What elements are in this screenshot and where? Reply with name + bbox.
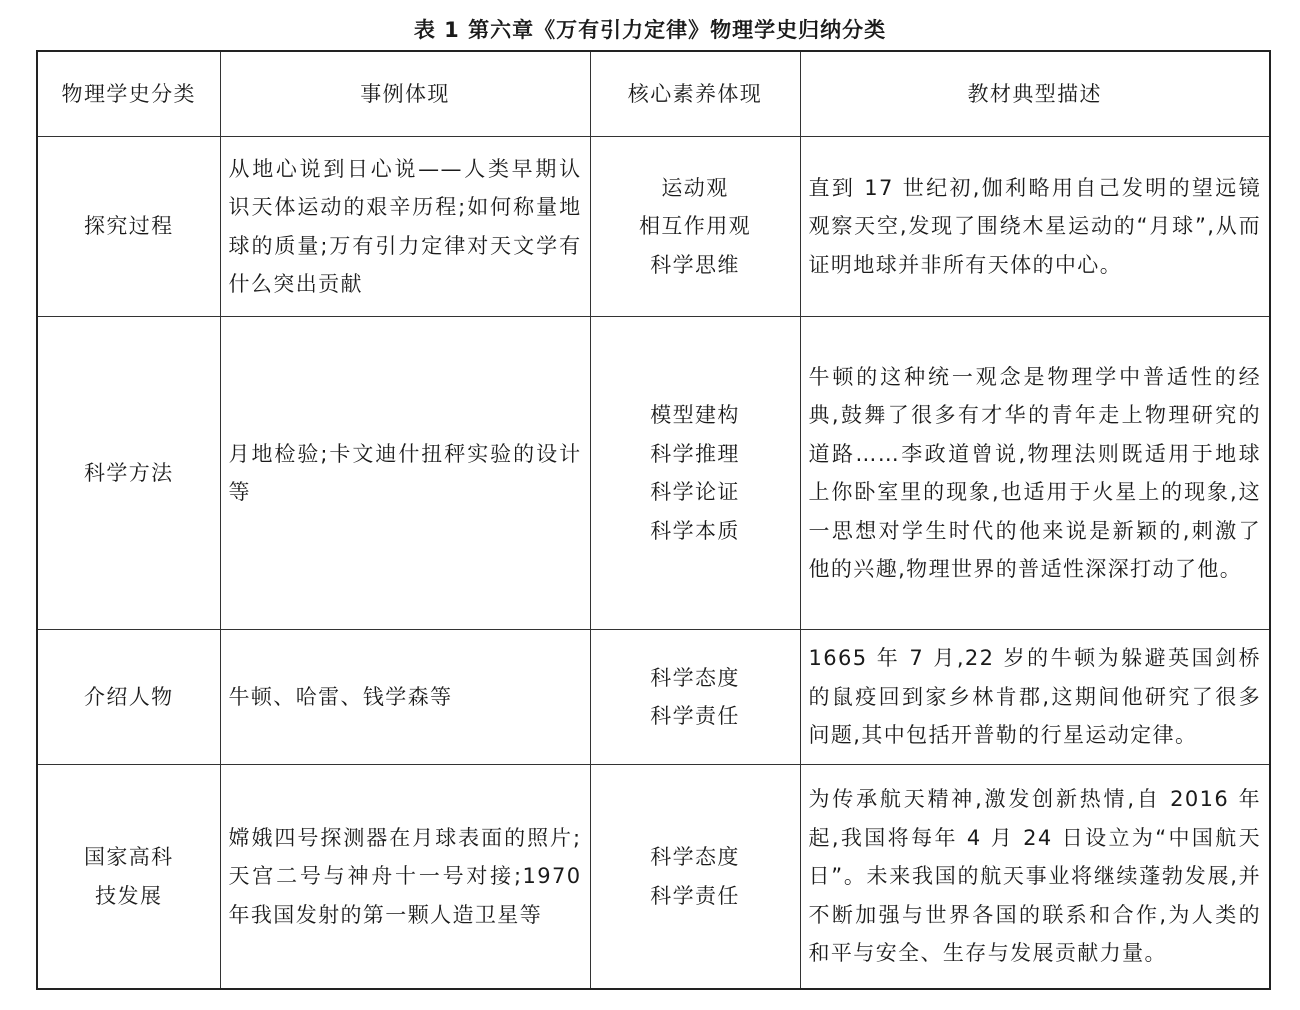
header-category: 物理学史分类 [37,51,220,137]
table-row [37,317,1270,630]
table-row [37,630,1270,765]
examples-cell: 嫦娥四号探测器在月球表面的照片;天宫二号与神舟十一号对接;1970 年我国发射的第一颗人造卫星等 [220,765,590,990]
literacy-cell: 科学态度 科学责任 [590,630,800,765]
description-cell: 牛顿的这种统一观念是物理学中普适性的经典,鼓舞了很多有才华的青年走上物理研究的道路……李政道曾说,物理法则既适用于地球上你卧室里的现象,也适用于火星上的现象,这一思想对学生时代的他来说是新颖的,刺激了他的兴趣,物理世界的普适性深深打动了他。 [800,317,1270,630]
examples-cell: 从地心说到日心说——人类早期认识天体运动的艰辛历程;如何称量地球的质量;万有引力定律对天文学有什么突出贡献 [220,137,590,317]
category-cell: 科学方法 [37,317,220,630]
history-classification-table [36,50,1271,990]
category-cell: 国家高科 技发展 [37,765,220,990]
header-examples: 事例体现 [220,51,590,137]
literacy-cell: 科学态度 科学责任 [590,765,800,990]
description-cell: 直到 17 世纪初,伽利略用自己发明的望远镜观察天空,发现了围绕木星运动的“月球”,从而证明地球并非所有天体的中心。 [800,137,1270,317]
header-literacy: 核心素养体现 [590,51,800,137]
description-cell: 1665 年 7 月,22 岁的牛顿为躲避英国剑桥的鼠疫回到家乡林肯郡,这期间他研究了很多问题,其中包括开普勒的行星运动定律。 [800,630,1270,765]
table-row [37,765,1270,990]
description-cell: 为传承航天精神,激发创新热情,自 2016 年起,我国将每年 4 月 24 日设立为“中国航天日”。未来我国的航天事业将继续蓬勃发展,并不断加强与世界各国的联系和合作,为人类的和平与安全、生存与发展贡献力量。 [800,765,1270,990]
category-cell: 探究过程 [37,137,220,317]
table-row [37,137,1270,317]
header-row [37,51,1270,137]
header-description: 教材典型描述 [800,51,1270,137]
literacy-cell: 运动观 相互作用观 科学思维 [590,137,800,317]
literacy-cell: 模型建构 科学推理 科学论证 科学本质 [590,317,800,630]
table-caption: 表 1 第六章《万有引力定律》物理学史归纳分类 [413,18,887,42]
category-cell: 介绍人物 [37,630,220,765]
examples-cell: 牛顿、哈雷、钱学森等 [220,630,590,765]
examples-cell: 月地检验;卡文迪什扭秤实验的设计等 [220,317,590,630]
